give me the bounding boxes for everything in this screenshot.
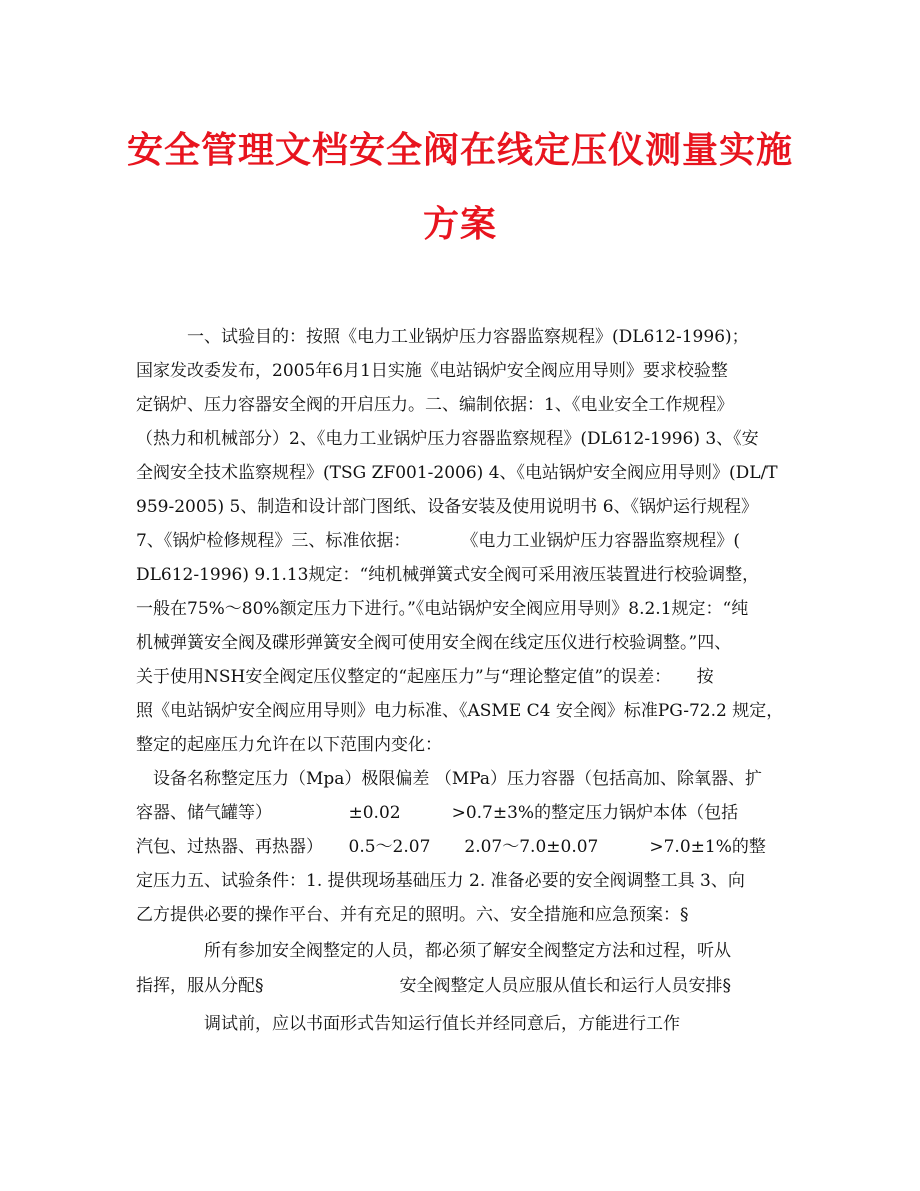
body-line: 一、试验目的：按照《电力工业锅炉压力容器监察规程》(DL612-1996)；	[136, 327, 749, 347]
body-line: 乙方提供必要的操作平台、并有充足的照明。六、安全措施和应急预案：§	[136, 905, 689, 925]
body-line: 定压力五、试验条件：1. 提供现场基础压力 2. 准备必要的安全阀调整工具 3、向	[136, 871, 745, 891]
body-line: 设备名称整定压力（Mpa）极限偏差 （MPa）压力容器（包括高加、除氧器、扩	[136, 769, 763, 789]
body-line: 7、《锅炉检修规程》三、标准依据： 《电力工业锅炉压力容器监察规程》(	[136, 531, 740, 551]
body-line: 全阀安全技术监察规程》(TSG ZF001-2006) 4、《电站锅炉安全阀应用导则》(DL/T	[136, 463, 778, 483]
body-line: 指挥，服从分配§ 安全阀整定人员应服从值长和运行人员安排§	[136, 976, 731, 996]
body-line: 汽包、过热器、再热器） 0.5～2.07 2.07～7.0±0.07 >7.0±1%的整	[136, 837, 766, 857]
body-line: 一般在75%～80%额定压力下进行。”《电站锅炉安全阀应用导则》8.2.1规定：“纯	[136, 599, 749, 619]
body-line: 调试前，应以书面形式告知运行值长并经同意后，方能进行工作	[136, 1014, 680, 1034]
body-line: 照《电站锅炉安全阀应用导则》电力标准、《ASME C4 安全阀》标准PG-72.2 规定，	[136, 701, 784, 721]
body-line: 所有参加安全阀整定的人员，都必须了解安全阀整定方法和过程，听从	[136, 941, 731, 961]
body-line: 定锅炉、压力容器安全阀的开启压力。二、编制依据：1、《电业安全工作规程》	[136, 395, 734, 415]
document-title-line-1: 安全管理文档安全阀在线定压仪测量实施	[126, 130, 793, 171]
body-line: （热力和机械部分）2、《电力工业锅炉压力容器监察规程》(DL612-1996) 3、《安	[136, 429, 759, 449]
body-line: 关于使用NSH安全阀定压仪整定的“起座压力”与“理论整定值”的误差： 按	[136, 667, 714, 687]
body-line: 整定的起座压力允许在以下范围内变化：	[136, 735, 442, 755]
body-line: 容器、储气罐等） ±0.02 >0.7±3%的整定压力锅炉本体（包括	[136, 803, 739, 823]
body-line: DL612-1996) 9.1.13规定：“纯机械弹簧式安全阀可采用液压装置进行校验调整，	[136, 565, 760, 585]
document-title-line-2: 方案	[422, 204, 497, 245]
body-line: 959-2005) 5、制造和设计部门图纸、设备安装及使用说明书 6、《锅炉运行规程》	[136, 497, 759, 517]
body-line: 国家发改委发布，2005年6月1日实施《电站锅炉安全阀应用导则》要求校验整	[136, 361, 728, 381]
body-line: 机械弹簧安全阀及碟形弹簧安全阀可使用安全阀在线定压仪进行校验调整。”四、	[136, 633, 732, 653]
